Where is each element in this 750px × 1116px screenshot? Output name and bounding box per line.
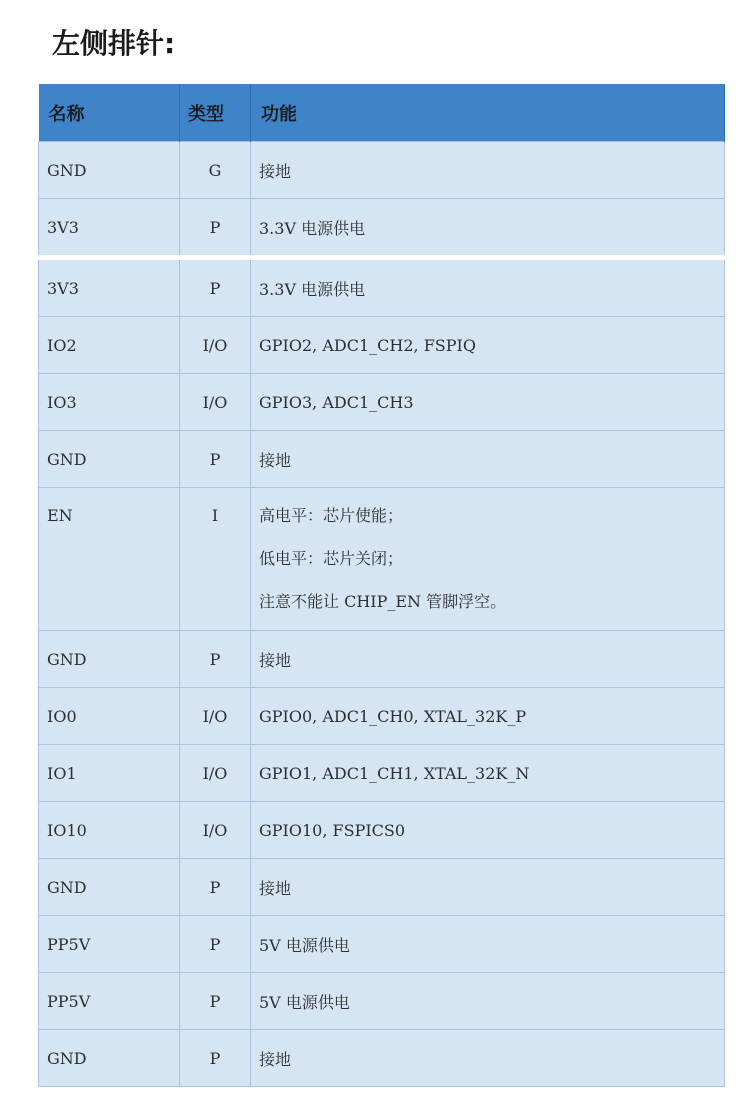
pin-name: IO1 — [39, 745, 180, 802]
pin-name: PP5V — [39, 916, 180, 973]
pin-type: I/O — [180, 688, 251, 745]
header-row — [39, 84, 725, 142]
pin-name: GND — [39, 431, 180, 488]
pin-function: 5V 电源供电 — [251, 916, 725, 973]
table-row — [39, 1030, 725, 1087]
table-row — [39, 859, 725, 916]
table-row — [39, 488, 725, 631]
pin-function: GPIO10, FSPICS0 — [251, 802, 725, 859]
pin-type: G — [180, 142, 251, 199]
pin-function: GPIO1, ADC1_CH1, XTAL_32K_N — [251, 745, 725, 802]
page-title: 左侧排针: — [52, 27, 176, 60]
pin-name: IO3 — [39, 374, 180, 431]
table-header — [39, 84, 725, 142]
pin-type: I/O — [180, 745, 251, 802]
pin-name: GND — [39, 142, 180, 199]
table-row — [39, 142, 725, 199]
table-row — [39, 374, 725, 431]
pin-type: P — [180, 1030, 251, 1087]
pin-type: I/O — [180, 317, 251, 374]
pin-function: 接地 — [251, 142, 725, 199]
pin-function: GPIO0, ADC1_CH0, XTAL_32K_P — [251, 688, 725, 745]
pin-type: I — [180, 488, 251, 631]
pin-function: 3.3V 电源供电 — [251, 199, 725, 258]
pin-function: 接地 — [251, 1030, 725, 1087]
pin-name: 3V3 — [39, 258, 180, 317]
pin-type: P — [180, 199, 251, 258]
function-line: 高电平：芯片使能； — [259, 506, 404, 525]
pin-type: P — [180, 916, 251, 973]
function-line: 注意不能让 CHIP_EN 管脚浮空。 — [259, 592, 507, 611]
pin-function: 接地 — [251, 631, 725, 688]
pin-type: P — [180, 859, 251, 916]
header-function: 功能 — [251, 84, 725, 142]
pin-type: P — [180, 973, 251, 1030]
pin-function: 接地 — [251, 859, 725, 916]
pin-function: 5V 电源供电 — [251, 973, 725, 1030]
header-type: 类型 — [180, 84, 251, 142]
table-row — [39, 258, 725, 317]
pin-name: IO0 — [39, 688, 180, 745]
pin-function: GPIO3, ADC1_CH3 — [251, 374, 725, 431]
pin-name: IO2 — [39, 317, 180, 374]
pin-name: EN — [39, 488, 180, 631]
table-row — [39, 688, 725, 745]
table-row — [39, 745, 725, 802]
pin-type: P — [180, 431, 251, 488]
pin-function: 3.3V 电源供电 — [251, 258, 725, 317]
header-name: 名称 — [39, 84, 180, 142]
table-row — [39, 631, 725, 688]
pin-type: P — [180, 631, 251, 688]
pin-function: 接地 — [251, 431, 725, 488]
function-line: 低电平：芯片关闭； — [259, 549, 404, 568]
pin-name: GND — [39, 631, 180, 688]
pin-function: GPIO2, ADC1_CH2, FSPIQ — [251, 317, 725, 374]
table-row — [39, 431, 725, 488]
pin-name: GND — [39, 859, 180, 916]
pin-type: P — [180, 258, 251, 317]
pin-type: I/O — [180, 374, 251, 431]
table-row — [39, 916, 725, 973]
pin-name: IO10 — [39, 802, 180, 859]
pin-type: I/O — [180, 802, 251, 859]
pin-table — [38, 84, 725, 1087]
table-row — [39, 317, 725, 374]
table-row — [39, 973, 725, 1030]
table-row — [39, 802, 725, 859]
table-row — [39, 199, 725, 258]
pin-function — [251, 488, 725, 631]
pin-name: 3V3 — [39, 199, 180, 258]
pin-name: PP5V — [39, 973, 180, 1030]
pin-name: GND — [39, 1030, 180, 1087]
